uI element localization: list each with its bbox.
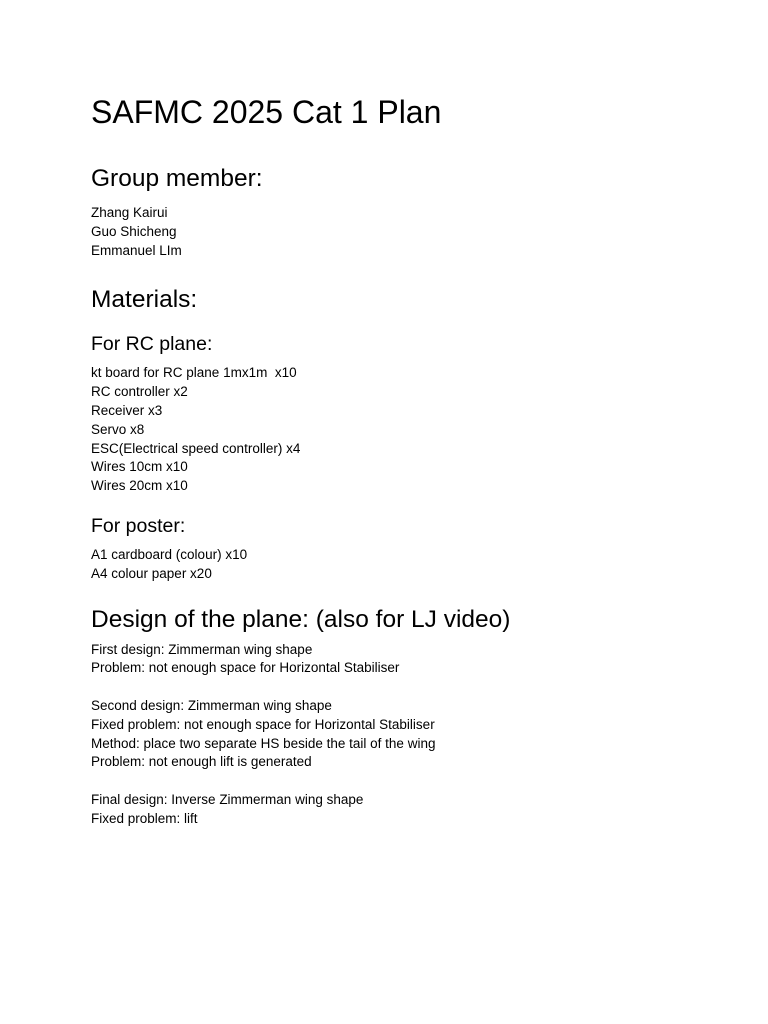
design-line: Second design: Zimmerman wing shape	[91, 697, 332, 713]
group-member: Emmanuel LIm	[91, 242, 182, 258]
group-member: Zhang Kairui	[91, 205, 168, 220]
design-paragraph	[91, 641, 731, 679]
design-line: First design: Zimmerman wing shape	[91, 641, 313, 657]
design-line: Fixed problem: not enough space for Horizontal Stabiliser	[91, 716, 435, 732]
design-line: Fixed problem: lift	[91, 810, 198, 826]
material-item: Wires 20cm x10	[91, 478, 188, 494]
document-body	[91, 93, 731, 829]
material-item: Wires 10cm x10	[91, 459, 188, 475]
material-item: Servo x8	[91, 421, 145, 437]
material-item: ESC(Electrical speed controller) x4	[91, 440, 301, 456]
design-paragraph	[91, 697, 731, 772]
poster-materials-list	[91, 546, 731, 584]
design-line: Method: place two separate HS beside the tail of the wing	[91, 735, 436, 751]
group-member: Guo Shicheng	[91, 223, 177, 239]
design-paragraph	[91, 791, 731, 829]
group-members-list	[91, 204, 731, 260]
material-item: RC controller x2	[91, 384, 188, 400]
rc-plane-heading: For RC plane:	[91, 333, 213, 356]
document-title: SAFMC 2025 Cat 1 Plan	[91, 94, 442, 130]
materials-heading: Materials:	[91, 286, 198, 314]
material-item: kt board for RC plane 1mx1m x10	[91, 365, 297, 381]
group-members-heading: Group member:	[91, 165, 263, 192]
design-line: Problem: not enough lift is generated	[91, 754, 312, 770]
poster-subsection	[91, 514, 731, 584]
design-section	[91, 605, 731, 829]
rc-plane-subsection	[91, 332, 731, 496]
design-line: Problem: not enough space for Horizontal Stabiliser	[91, 660, 400, 676]
group-members-section	[91, 164, 731, 260]
design-heading: Design of the plane: (also for LJ video)	[91, 605, 511, 633]
poster-heading: For poster:	[91, 514, 186, 537]
material-item: A4 colour paper x20	[91, 565, 212, 581]
design-line: Final design: Inverse Zimmerman wing shape	[91, 791, 364, 807]
material-item: A1 cardboard (colour) x10	[91, 546, 248, 562]
materials-section	[91, 285, 731, 583]
material-item: Receiver x3	[91, 402, 163, 418]
rc-plane-materials-list	[91, 364, 731, 496]
